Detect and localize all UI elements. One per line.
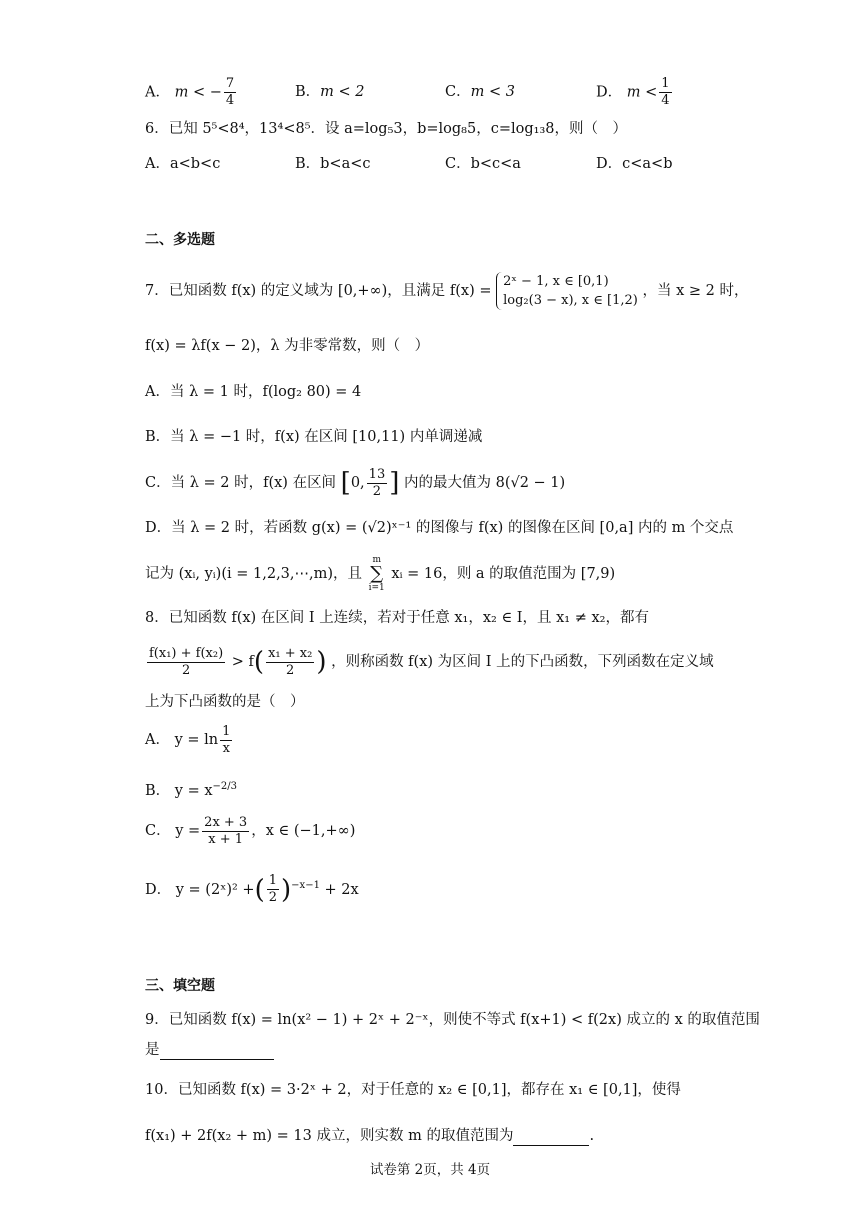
q8-lhs-num: f(x₁) + f(x₂) (149, 645, 224, 661)
q8-option-d-expr-a: y = (2ˣ)² + (175, 881, 255, 898)
q7-option-c-fraction (367, 467, 388, 500)
q7-option-b: B．当 λ = −1 时，f(x) 在区间 [10,11) 内单调递减 (145, 429, 483, 445)
q6-option-c: C．b<c<a (445, 156, 521, 172)
q6-option-b: B．b<a<c (295, 156, 371, 172)
q7-piece1: 2ˣ − 1, x ∈ [0,1) (503, 274, 609, 289)
q10-stem-b: f(x₁) + 2f(x₂ + m) = 13 成立，则实数 m 的取值范围为 (145, 1128, 514, 1144)
q7-option-c-a: C．当 λ = 2 时，f(x) 在区间 (145, 475, 337, 491)
q8-option-d-label: D． (145, 881, 172, 898)
q5-option-d (596, 76, 674, 109)
q8-option-c-label: C． (145, 823, 171, 839)
q8-option-d-num: 1 (268, 873, 278, 889)
q8-option-c-fraction (202, 815, 249, 848)
q6-option-d: D．c<a<b (596, 156, 673, 172)
q7-option-c-interval-start: 0, (350, 475, 365, 491)
q8-option-a-fraction (220, 724, 232, 757)
q8-option-c-expr: y = (175, 823, 201, 839)
q8-stem-line3: 上为下凸函数的是（ ） (145, 694, 305, 710)
q8-stem-line1: 8．已知函数 f(x) 在区间 I 上连续，若对于任意 x₁，x₂ ∈ I，且 x₁ ≠ x₂，都有 (145, 610, 649, 626)
q5-option-a-num: 7 (225, 76, 235, 91)
q9-stem-line2 (145, 1040, 274, 1060)
q8-stem-line2 (145, 640, 714, 684)
q5-option-a-den: 4 (225, 93, 235, 108)
q8-lhs-den: 2 (181, 662, 191, 678)
q7-piecewise (496, 272, 638, 310)
q7-option-c-b: 内的最大值为 8(√2 − 1) (403, 475, 566, 491)
q5-option-a-label: A． (145, 84, 170, 101)
q8-option-a-label: A． (145, 732, 170, 748)
q8-option-b-expr: y = x (174, 782, 213, 799)
q8-stem-b: ，则称函数 f(x) 为区间 I 上的下凸函数，下列函数在定义域 (331, 654, 714, 670)
q8-option-a (145, 722, 234, 758)
q5-option-a-sign: − (209, 84, 222, 101)
q5-option-a-fraction (224, 76, 236, 109)
q5-option-a (145, 76, 238, 109)
q5-option-c (445, 80, 515, 101)
q8-lhs-fraction (147, 646, 225, 679)
q9-stem-b: 是 (145, 1042, 160, 1058)
q7-option-c-num: 13 (368, 466, 386, 482)
q8-rhs-den: 2 (286, 662, 295, 678)
q5-option-d-label: D． (596, 84, 623, 101)
section-heading-fill-in: 三、填空题 (145, 978, 215, 994)
q8-option-d-expr-b: + 2x (324, 881, 359, 898)
q8-option-c-num: 2x + 3 (204, 814, 248, 830)
q8-option-a-expr: y = ln (174, 732, 219, 748)
q7-option-d-line1: D．当 λ = 2 时，若函数 g(x) = (√2)ˣ⁻¹ 的图像与 f(x) 的图像在区间 [0,a] 内的 m 个交点 (145, 520, 734, 536)
q8-option-b-label: B． (145, 782, 171, 799)
q8-option-b (145, 772, 237, 806)
q8-option-a-den: x (222, 740, 230, 756)
q8-rhs-num: x₁ + x₂ (268, 645, 313, 661)
q7-option-a: A．当 λ = 1 时，f(log₂ 80) = 4 (145, 384, 362, 400)
q7-option-d-sum (369, 555, 385, 593)
q10-stem-end: . (589, 1128, 595, 1144)
q8-option-c-den: x + 1 (208, 831, 244, 847)
q8-option-d-den: 2 (268, 890, 278, 906)
q7-option-d-b1: 记为 (xᵢ, yᵢ)(i = 1,2,3,⋯,m)，且 (145, 566, 363, 582)
q7-piece2: log₂(3 − x), x ∈ [1,2) (503, 293, 638, 308)
q8-option-d-exp: −x−1 (291, 880, 320, 891)
q7-option-c (145, 465, 565, 501)
q5-option-b-label: B． (295, 84, 321, 100)
q8-option-b-exp: −2/3 (212, 781, 237, 792)
q8-option-a-num: 1 (222, 723, 231, 739)
page-footer: 试卷第 2页，共 4页 (369, 1162, 491, 1178)
q8-option-d-paren-open: ( (254, 874, 265, 905)
q7-option-d-sum-bottom: i=1 (368, 583, 385, 593)
q9-stem-line1: 9．已知函数 f(x) = ln(x² − 1) + 2ˣ + 2⁻ˣ，则使不等式 f(x+1) < f(2x) 成立的 x 的取值范围 (145, 1012, 760, 1028)
q5-option-d-text: m < (626, 84, 658, 101)
q7-option-c-bracket-close: ] (389, 468, 400, 498)
q6-stem: 6．已知 5⁵<8⁴，13⁴<8⁵．设 a=log₅3，b=log₈5，c=log₁₃8，则（ ） (145, 121, 627, 137)
q5-option-d-den: 4 (661, 93, 670, 108)
q7-stem-b: ，当 x ≥ 2 时， (642, 283, 749, 299)
q5-option-b (295, 80, 365, 101)
section-heading-multiple-choice: 二、多选题 (145, 232, 215, 248)
q9-answer-blank[interactable] (160, 1043, 274, 1060)
q8-option-d-paren-close: ) (281, 874, 292, 905)
q8-paren-close: ) (316, 647, 327, 677)
q8-option-d-fraction (267, 873, 279, 906)
q5-option-d-fraction (659, 76, 671, 109)
q8-option-d (145, 866, 359, 910)
q10-stem-line2 (145, 1126, 594, 1146)
q6-option-a: A．a<b<c (145, 156, 221, 172)
q5-option-c-label: C． (445, 84, 471, 100)
q10-answer-blank[interactable] (513, 1129, 589, 1146)
q5-option-d-num: 1 (661, 76, 670, 91)
q8-option-c-domain: ，x ∈ (−1,+∞) (251, 823, 356, 839)
q7-stem-a: 7．已知函数 f(x) 的定义域为 [0,+∞)，且满足 f(x) = (145, 283, 492, 299)
q5-option-a-text: m < (174, 84, 206, 101)
q8-paren-open: ( (253, 647, 265, 677)
q7-stem-line1 (145, 268, 748, 314)
q7-option-c-bracket-open: [ (340, 468, 351, 498)
q7-option-d-b2: xᵢ = 16，则 a 的取值范围为 [7,9) (391, 566, 616, 582)
q5-option-c-text: m < 3 (470, 84, 515, 100)
q10-stem-line1: 10．已知函数 f(x) = 3·2ˣ + 2，对于任意的 x₂ ∈ [0,1]，都存在 x₁ ∈ [0,1]，使得 (145, 1082, 681, 1098)
q5-option-b-text: m < 2 (320, 84, 365, 100)
q8-rhs-fraction (266, 646, 314, 679)
q7-stem-line2: f(x) = λf(x − 2)，λ 为非零常数，则（ ） (145, 338, 430, 354)
q7-option-d-line2 (145, 554, 615, 594)
q7-option-d-sigma: ∑ (370, 563, 384, 584)
q8-option-c (145, 812, 355, 850)
q7-option-d-sum-top: m (372, 555, 381, 565)
q8-gt: > f (231, 654, 254, 670)
q7-option-c-den: 2 (372, 483, 382, 499)
